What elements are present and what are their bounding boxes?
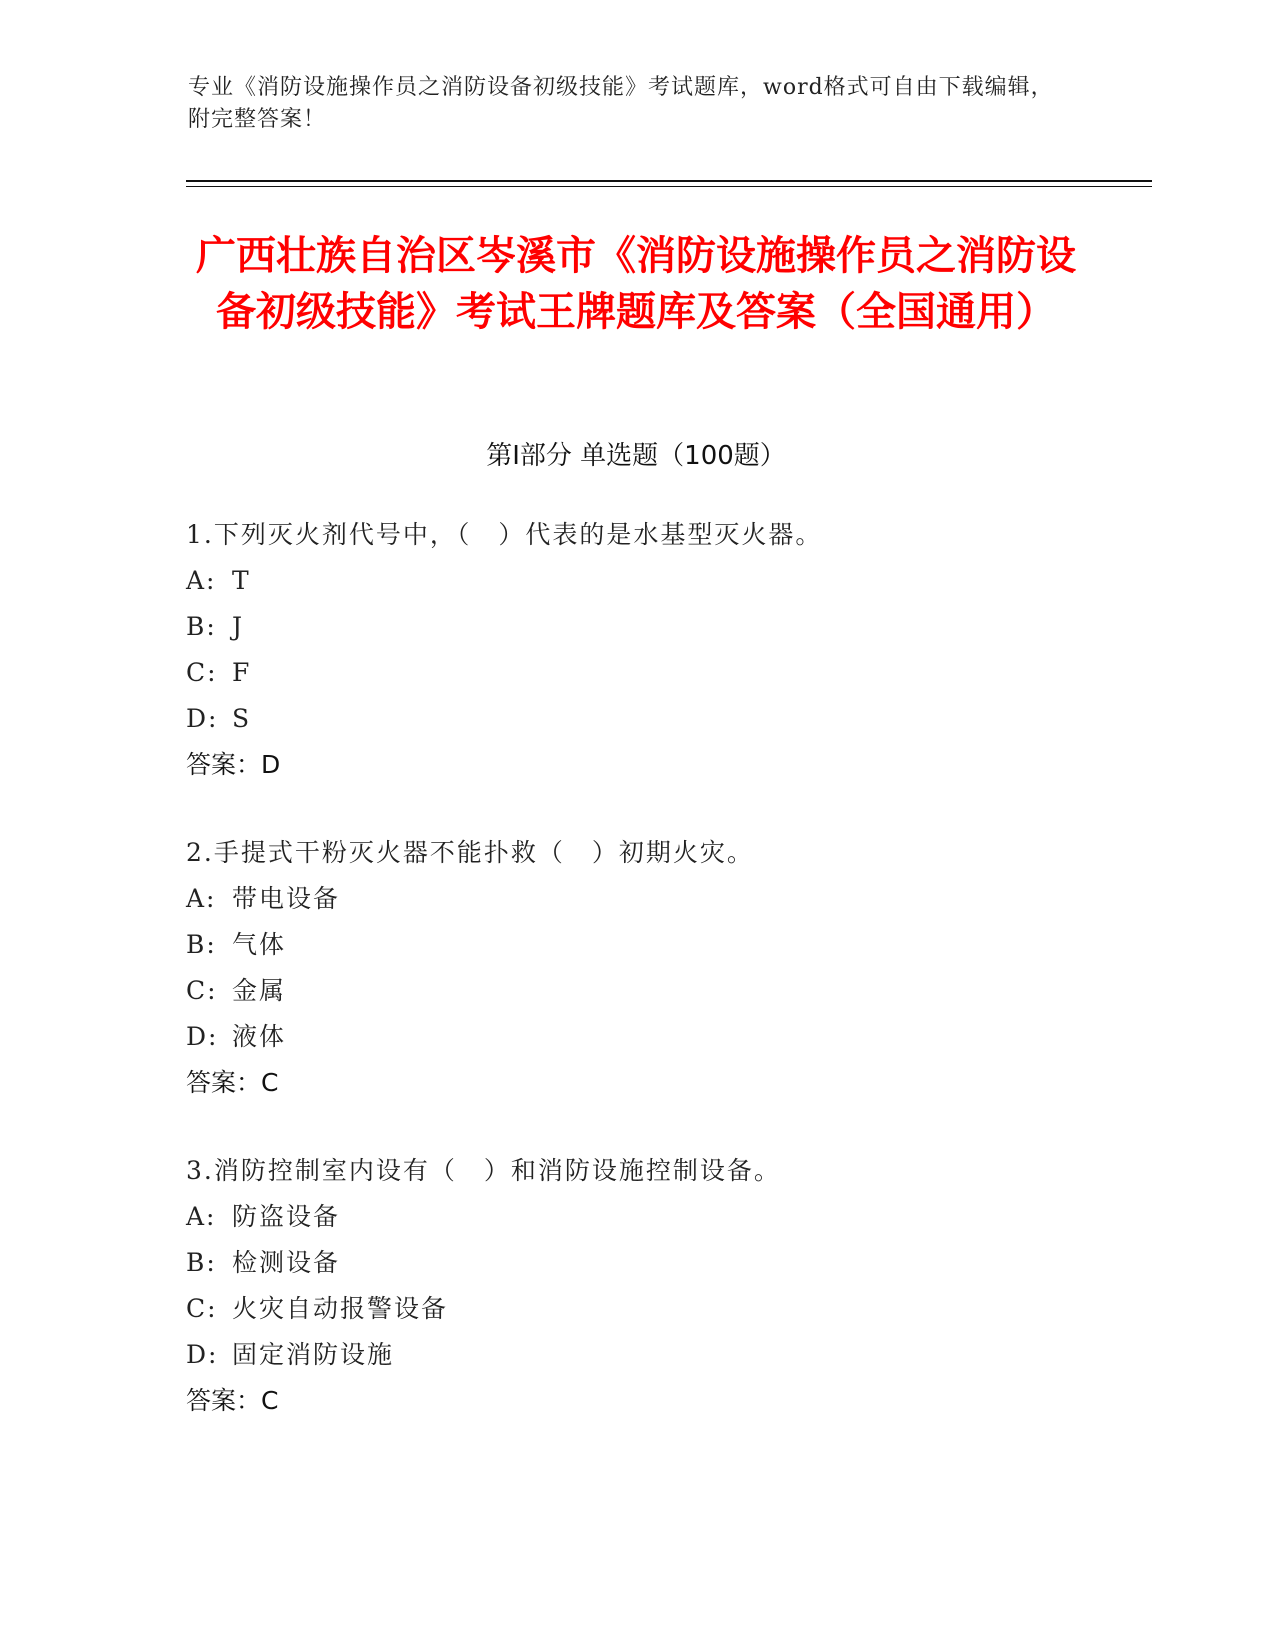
question-stem: 2.手提式干粉灭火器不能扑救（ ）初期火灾。 <box>186 838 754 867</box>
option-b <box>186 1240 1146 1286</box>
option-b <box>186 604 1146 650</box>
option-d <box>186 1014 1146 1060</box>
option-text: 固定消防设施 <box>232 1340 395 1369</box>
option-a <box>186 1194 1146 1240</box>
option-d <box>186 1332 1146 1378</box>
option-text: 火灾自动报警设备 <box>232 1294 449 1323</box>
option-key: C: <box>186 976 218 1005</box>
option-text: J <box>232 612 245 641</box>
answer-line <box>186 1060 1146 1106</box>
answer-value: C <box>261 1386 279 1415</box>
question-stem: 3.消防控制室内设有（ ）和消防设施控制设备。 <box>186 1156 781 1185</box>
header-divider-thin <box>186 186 1152 187</box>
question-3 <box>186 1148 1146 1424</box>
option-c <box>186 968 1146 1014</box>
answer-line <box>186 1378 1146 1424</box>
option-a <box>186 558 1146 604</box>
option-key: A: <box>186 566 217 595</box>
option-c <box>186 1286 1146 1332</box>
option-d <box>186 696 1146 742</box>
document-title: 广西壮族自治区岑溪市《消防设施操作员之消防设备初级技能》考试王牌题库及答案（全国通用） <box>196 233 1076 335</box>
header-divider-thick <box>186 180 1152 182</box>
answer-label: 答案： <box>186 750 262 779</box>
option-key: B: <box>186 612 217 641</box>
question-stem: 1.下列灭火剂代号中，（ ）代表的是水基型灭火器。 <box>186 520 823 549</box>
option-key: D: <box>186 1340 219 1369</box>
answer-label: 答案： <box>186 1386 262 1415</box>
question-1 <box>186 512 1146 788</box>
option-text: 检测设备 <box>232 1248 341 1277</box>
option-text: 液体 <box>232 1022 287 1051</box>
answer-value: C <box>261 1068 279 1097</box>
option-text: F <box>232 658 252 687</box>
option-b <box>186 922 1146 968</box>
answer-line <box>186 742 1146 788</box>
option-text: 金属 <box>232 976 287 1005</box>
answer-label: 答案： <box>186 1068 262 1097</box>
option-key: A: <box>186 884 217 913</box>
option-key: D: <box>186 1022 219 1051</box>
header-note: 专业《消防设施操作员之消防设备初级技能》考试题库，word格式可自由下载编辑，附完整答案！ <box>188 75 1054 132</box>
option-text: 带电设备 <box>232 884 341 913</box>
option-a <box>186 876 1146 922</box>
option-text: S <box>232 704 252 733</box>
question-2 <box>186 830 1146 1106</box>
option-key: B: <box>186 930 217 959</box>
option-key: B: <box>186 1248 217 1277</box>
answer-value: D <box>261 750 281 779</box>
option-key: C: <box>186 1294 218 1323</box>
option-key: C: <box>186 658 218 687</box>
option-key: A: <box>186 1202 217 1231</box>
option-text: T <box>232 566 251 595</box>
option-key: D: <box>186 704 219 733</box>
option-text: 气体 <box>232 930 287 959</box>
section-title: 第Ⅰ部分 单选题（100题） <box>486 441 786 471</box>
option-text: 防盗设备 <box>232 1202 341 1231</box>
option-c <box>186 650 1146 696</box>
